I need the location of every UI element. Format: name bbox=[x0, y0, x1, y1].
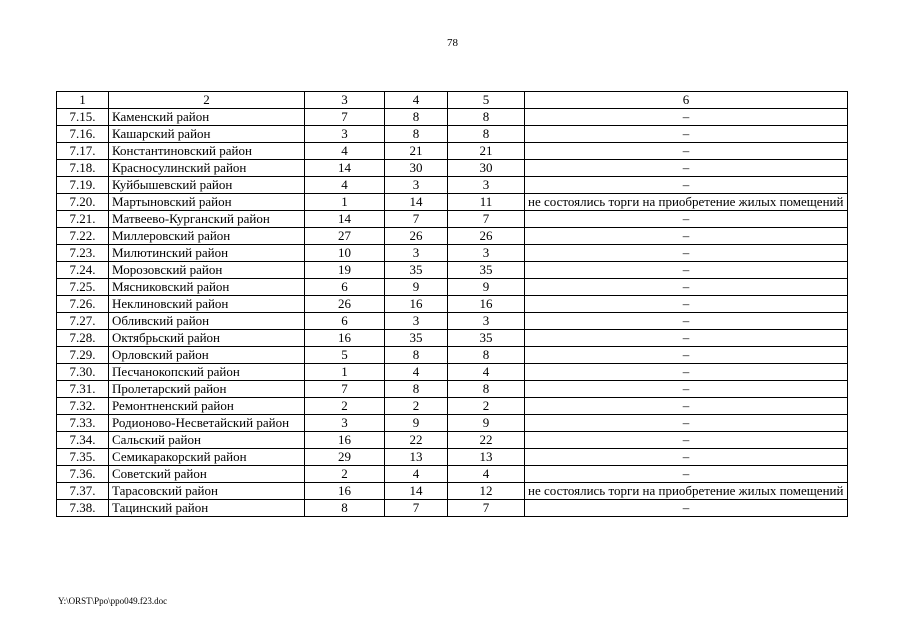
value-col-5: 35 bbox=[448, 330, 525, 347]
table-row bbox=[57, 211, 848, 228]
value-col-4: 8 bbox=[385, 109, 448, 126]
value-col-3: 1 bbox=[305, 194, 385, 211]
value-col-3: 6 bbox=[305, 313, 385, 330]
note: – bbox=[525, 330, 848, 347]
value-col-5: 13 bbox=[448, 449, 525, 466]
value-col-5: 22 bbox=[448, 432, 525, 449]
table-row bbox=[57, 330, 848, 347]
value-col-4: 7 bbox=[385, 211, 448, 228]
district-name: Неклиновский район bbox=[109, 296, 305, 313]
value-col-3: 4 bbox=[305, 143, 385, 160]
value-col-3: 8 bbox=[305, 500, 385, 517]
note: – bbox=[525, 245, 848, 262]
value-col-4: 26 bbox=[385, 228, 448, 245]
value-col-4: 8 bbox=[385, 381, 448, 398]
document-path: Y:\ORST\Ppo\ppo049.f23.doc bbox=[58, 596, 168, 606]
row-number: 7.33. bbox=[57, 415, 109, 432]
district-name: Константиновский район bbox=[109, 143, 305, 160]
value-col-3: 27 bbox=[305, 228, 385, 245]
row-number: 7.37. bbox=[57, 483, 109, 500]
row-number: 7.30. bbox=[57, 364, 109, 381]
district-name: Песчанокопский район bbox=[109, 364, 305, 381]
district-name: Пролетарский район bbox=[109, 381, 305, 398]
row-number: 7.18. bbox=[57, 160, 109, 177]
value-col-4: 14 bbox=[385, 483, 448, 500]
value-col-4: 22 bbox=[385, 432, 448, 449]
table-row bbox=[57, 109, 848, 126]
district-name: Милютинский район bbox=[109, 245, 305, 262]
table-row bbox=[57, 228, 848, 245]
note: – bbox=[525, 364, 848, 381]
district-name: Матвеево-Курганский район bbox=[109, 211, 305, 228]
table-row bbox=[57, 313, 848, 330]
row-number: 7.32. bbox=[57, 398, 109, 415]
header-col-4: 4 bbox=[385, 92, 448, 109]
district-name: Морозовский район bbox=[109, 262, 305, 279]
row-number: 7.29. bbox=[57, 347, 109, 364]
value-col-5: 8 bbox=[448, 109, 525, 126]
note: – bbox=[525, 500, 848, 517]
district-name: Орловский район bbox=[109, 347, 305, 364]
row-number: 7.38. bbox=[57, 500, 109, 517]
table-header-row bbox=[57, 92, 848, 109]
table-row bbox=[57, 177, 848, 194]
value-col-4: 30 bbox=[385, 160, 448, 177]
value-col-5: 4 bbox=[448, 466, 525, 483]
note: – bbox=[525, 398, 848, 415]
district-name: Мартыновский район bbox=[109, 194, 305, 211]
value-col-3: 5 bbox=[305, 347, 385, 364]
value-col-3: 2 bbox=[305, 466, 385, 483]
row-number: 7.19. bbox=[57, 177, 109, 194]
value-col-5: 8 bbox=[448, 347, 525, 364]
district-name: Тацинский район bbox=[109, 500, 305, 517]
table-row bbox=[57, 143, 848, 160]
value-col-3: 16 bbox=[305, 330, 385, 347]
row-number: 7.26. bbox=[57, 296, 109, 313]
table-row bbox=[57, 500, 848, 517]
value-col-3: 14 bbox=[305, 160, 385, 177]
note: – bbox=[525, 262, 848, 279]
note: – bbox=[525, 296, 848, 313]
value-col-4: 9 bbox=[385, 279, 448, 296]
value-col-4: 7 bbox=[385, 500, 448, 517]
table-row bbox=[57, 415, 848, 432]
note: – bbox=[525, 415, 848, 432]
row-number: 7.36. bbox=[57, 466, 109, 483]
value-col-5: 3 bbox=[448, 245, 525, 262]
value-col-3: 6 bbox=[305, 279, 385, 296]
row-number: 7.31. bbox=[57, 381, 109, 398]
header-col-1: 1 bbox=[57, 92, 109, 109]
table-row bbox=[57, 296, 848, 313]
row-number: 7.17. bbox=[57, 143, 109, 160]
row-number: 7.27. bbox=[57, 313, 109, 330]
value-col-5: 4 bbox=[448, 364, 525, 381]
note: – bbox=[525, 211, 848, 228]
value-col-4: 8 bbox=[385, 347, 448, 364]
header-col-3: 3 bbox=[305, 92, 385, 109]
district-name: Семикаракорский район bbox=[109, 449, 305, 466]
table-row bbox=[57, 449, 848, 466]
table-row bbox=[57, 432, 848, 449]
note: не состоялись торги на приобретение жилых помещений bbox=[525, 483, 848, 500]
district-name: Родионово-Несветайский район bbox=[109, 415, 305, 432]
row-number: 7.34. bbox=[57, 432, 109, 449]
data-table bbox=[56, 91, 848, 517]
value-col-4: 3 bbox=[385, 313, 448, 330]
row-number: 7.21. bbox=[57, 211, 109, 228]
value-col-3: 4 bbox=[305, 177, 385, 194]
value-col-3: 14 bbox=[305, 211, 385, 228]
value-col-4: 35 bbox=[385, 330, 448, 347]
value-col-4: 16 bbox=[385, 296, 448, 313]
note: – bbox=[525, 432, 848, 449]
table-row bbox=[57, 245, 848, 262]
value-col-4: 8 bbox=[385, 126, 448, 143]
value-col-5: 3 bbox=[448, 177, 525, 194]
value-col-4: 35 bbox=[385, 262, 448, 279]
district-name: Ремонтненский район bbox=[109, 398, 305, 415]
note: – bbox=[525, 347, 848, 364]
value-col-3: 10 bbox=[305, 245, 385, 262]
table-row bbox=[57, 381, 848, 398]
header-col-2: 2 bbox=[109, 92, 305, 109]
note: – bbox=[525, 126, 848, 143]
value-col-3: 19 bbox=[305, 262, 385, 279]
table-row bbox=[57, 483, 848, 500]
value-col-5: 9 bbox=[448, 279, 525, 296]
value-col-3: 7 bbox=[305, 109, 385, 126]
value-col-3: 16 bbox=[305, 483, 385, 500]
note: – bbox=[525, 313, 848, 330]
value-col-4: 14 bbox=[385, 194, 448, 211]
header-col-5: 5 bbox=[448, 92, 525, 109]
district-name: Октябрьский район bbox=[109, 330, 305, 347]
value-col-4: 4 bbox=[385, 364, 448, 381]
value-col-3: 2 bbox=[305, 398, 385, 415]
note: – bbox=[525, 160, 848, 177]
value-col-5: 8 bbox=[448, 126, 525, 143]
row-number: 7.35. bbox=[57, 449, 109, 466]
district-name: Советский район bbox=[109, 466, 305, 483]
row-number: 7.15. bbox=[57, 109, 109, 126]
value-col-5: 2 bbox=[448, 398, 525, 415]
value-col-3: 1 bbox=[305, 364, 385, 381]
district-name: Миллеровский район bbox=[109, 228, 305, 245]
value-col-5: 21 bbox=[448, 143, 525, 160]
page-number: 78 bbox=[447, 37, 458, 49]
row-number: 7.23. bbox=[57, 245, 109, 262]
value-col-4: 3 bbox=[385, 177, 448, 194]
row-number: 7.16. bbox=[57, 126, 109, 143]
district-name: Кашарский район bbox=[109, 126, 305, 143]
row-number: 7.25. bbox=[57, 279, 109, 296]
value-col-4: 2 bbox=[385, 398, 448, 415]
note: – bbox=[525, 449, 848, 466]
value-col-3: 3 bbox=[305, 126, 385, 143]
table-row bbox=[57, 398, 848, 415]
district-name: Мясниковский район bbox=[109, 279, 305, 296]
value-col-5: 7 bbox=[448, 211, 525, 228]
value-col-5: 7 bbox=[448, 500, 525, 517]
value-col-5: 26 bbox=[448, 228, 525, 245]
table-row bbox=[57, 279, 848, 296]
note: – bbox=[525, 177, 848, 194]
row-number: 7.24. bbox=[57, 262, 109, 279]
note: – bbox=[525, 466, 848, 483]
table-row bbox=[57, 466, 848, 483]
table-row bbox=[57, 262, 848, 279]
district-name: Сальский район bbox=[109, 432, 305, 449]
value-col-5: 12 bbox=[448, 483, 525, 500]
table-row bbox=[57, 126, 848, 143]
value-col-4: 9 bbox=[385, 415, 448, 432]
value-col-4: 21 bbox=[385, 143, 448, 160]
row-number: 7.20. bbox=[57, 194, 109, 211]
note: – bbox=[525, 381, 848, 398]
value-col-5: 3 bbox=[448, 313, 525, 330]
value-col-4: 4 bbox=[385, 466, 448, 483]
district-name: Обливский район bbox=[109, 313, 305, 330]
value-col-5: 8 bbox=[448, 381, 525, 398]
value-col-3: 29 bbox=[305, 449, 385, 466]
district-name: Тарасовский район bbox=[109, 483, 305, 500]
note: – bbox=[525, 228, 848, 245]
district-name: Каменский район bbox=[109, 109, 305, 126]
value-col-5: 30 bbox=[448, 160, 525, 177]
value-col-5: 9 bbox=[448, 415, 525, 432]
header-col-6: 6 bbox=[525, 92, 848, 109]
table-row bbox=[57, 194, 848, 211]
row-number: 7.22. bbox=[57, 228, 109, 245]
district-name: Куйбышевский район bbox=[109, 177, 305, 194]
value-col-4: 3 bbox=[385, 245, 448, 262]
table-row bbox=[57, 364, 848, 381]
district-name: Красносулинский район bbox=[109, 160, 305, 177]
table-row bbox=[57, 160, 848, 177]
value-col-3: 26 bbox=[305, 296, 385, 313]
value-col-3: 3 bbox=[305, 415, 385, 432]
note: – bbox=[525, 143, 848, 160]
row-number: 7.28. bbox=[57, 330, 109, 347]
value-col-5: 35 bbox=[448, 262, 525, 279]
value-col-4: 13 bbox=[385, 449, 448, 466]
note: не состоялись торги на приобретение жилых помещений bbox=[525, 194, 848, 211]
value-col-5: 16 bbox=[448, 296, 525, 313]
note: – bbox=[525, 109, 848, 126]
value-col-3: 16 bbox=[305, 432, 385, 449]
value-col-5: 11 bbox=[448, 194, 525, 211]
value-col-3: 7 bbox=[305, 381, 385, 398]
note: – bbox=[525, 279, 848, 296]
table-row bbox=[57, 347, 848, 364]
